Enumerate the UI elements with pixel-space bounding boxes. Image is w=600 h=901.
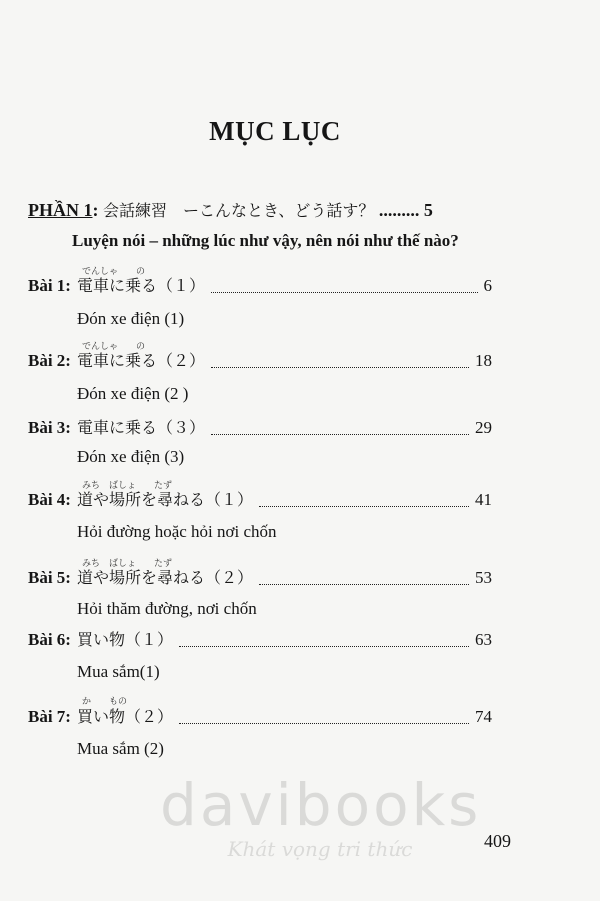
part-separator: : (92, 200, 99, 220)
page-title: MỤC LỤC (209, 116, 341, 146)
lesson-japanese-title: 電車に乗る（１） (76, 276, 205, 295)
watermark-logo: davibooks (160, 771, 482, 839)
lesson-page-number: 29 (475, 418, 492, 437)
lesson-description: Đón xe điện (3) (77, 447, 185, 466)
lesson-page-number: 41 (475, 490, 492, 509)
lesson-japanese-title: 電車に乗る（２） (76, 351, 205, 370)
lesson-ruby: みち ばしょ たず (82, 481, 173, 491)
lesson-page-number: 63 (475, 630, 492, 649)
lesson-ruby: か もの (82, 697, 128, 707)
toc-entry[interactable] (28, 627, 492, 651)
lesson-page-number: 53 (475, 568, 492, 587)
leader-dots (211, 278, 478, 293)
lesson-japanese-title: 電車に乗る（３） (76, 418, 205, 437)
lesson-description: Đón xe điện (1) (77, 309, 185, 328)
toc-entry[interactable] (28, 273, 492, 297)
page-number: 409 (484, 831, 511, 851)
toc-entry[interactable] (28, 348, 492, 372)
lesson-label: Bài 4: (28, 490, 71, 509)
lesson-label: Bài 2: (28, 351, 71, 370)
leader-dots (259, 570, 469, 585)
publisher-watermark (160, 771, 482, 861)
lesson-label: Bài 6: (28, 630, 71, 649)
part-heading (28, 198, 490, 221)
lesson-page-number: 18 (475, 351, 492, 370)
lesson-ruby: でんしゃ の (82, 267, 146, 277)
toc-entry[interactable] (28, 415, 492, 439)
part-page-number: 5 (423, 200, 433, 220)
lesson-description: Hỏi thăm đường, nơi chốn (77, 599, 257, 618)
leader-dots (179, 632, 469, 647)
toc-entry[interactable] (28, 704, 492, 728)
leader-dots (179, 709, 469, 724)
lesson-description: Mua sắm(1) (77, 662, 160, 681)
lesson-japanese-title: 道や場所を尋ねる（２） (76, 568, 253, 587)
part-subtitle: Luyện nói – những lúc như vậy, nên nói như thế nào? (72, 231, 459, 250)
lesson-ruby: でんしゃ の (82, 342, 146, 352)
part-japanese-title: 会話練習 ーこんなとき、どう話す？ (103, 201, 375, 220)
lesson-japanese-title: 道や場所を尋ねる（１） (76, 490, 253, 509)
lesson-description: Hỏi đường hoặc hỏi nơi chốn (77, 522, 277, 541)
lesson-label: Bài 3: (28, 418, 71, 437)
lesson-label: Bài 7: (28, 707, 71, 726)
leader-dots (259, 492, 469, 507)
lesson-page-number: 74 (475, 707, 492, 726)
watermark-tagline: Khát vọng tri thức (227, 837, 413, 861)
lesson-ruby: みち ばしょ たず (82, 559, 173, 569)
toc-entry[interactable] (28, 487, 492, 511)
lesson-description: Đón xe điện (2 ) (77, 384, 189, 403)
lesson-japanese-title: 買い物（２） (76, 707, 173, 726)
part-leader-dots: ......... (378, 200, 420, 220)
lesson-page-number: 6 (483, 276, 492, 295)
part-label: PHẦN 1 (28, 200, 93, 220)
lesson-label: Bài 1: (28, 276, 71, 295)
lesson-description: Mua sắm (2) (77, 739, 164, 758)
lesson-label: Bài 5: (28, 568, 71, 587)
toc-entry[interactable] (28, 565, 492, 589)
leader-dots (211, 420, 469, 435)
leader-dots (211, 353, 469, 368)
lesson-japanese-title: 買い物（１） (76, 630, 173, 649)
